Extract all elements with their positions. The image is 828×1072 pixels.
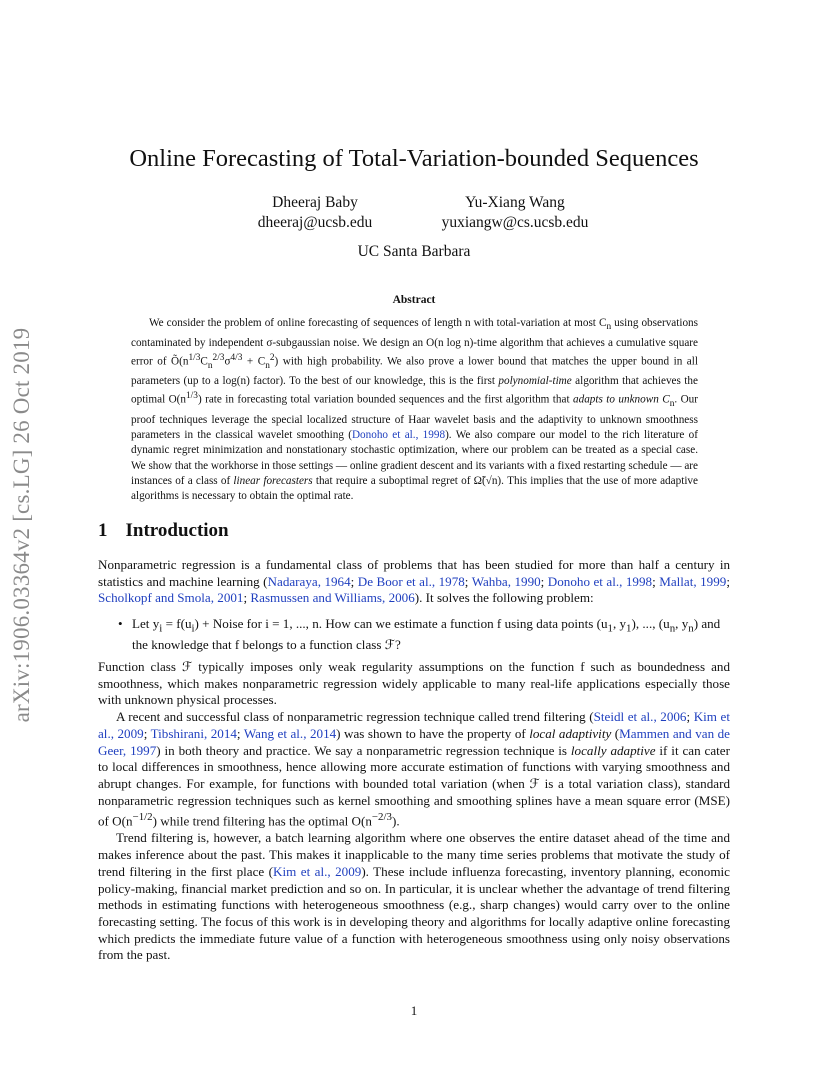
citation-link[interactable]: Donoho et al., 1998 — [547, 573, 653, 589]
citation-link[interactable]: Nadaraya, 1964 — [267, 573, 351, 589]
author-email: dheeraj@ucsb.edu — [257, 214, 373, 231]
citation-link[interactable]: Mammen and van de Geer, 1997 — [98, 725, 730, 758]
intro-paragraph-3: A recent and successful class of nonparametric regression technique called trend filtering (Steidl et al., 2006; Kim et al., 2009; Tibshirani, 2014; Wang et al., 2014) was shown to have the property of local adaptivity (Mammen and van de Geer, 1997) in both theory and practice. We say a nonparametric regression technique is locally adaptive if it can cater to local differences in smoothness, hence allowing more accurate estimation of functions with varying smoothness and abrupt changes. For example, for functions with bounded total variation (when ℱ is a total variation class), standard nonparametric regression techniques such as kernel smoothing and smoothing splines have a mean square error (MSE) of $O(n^{-1/2})$ while trend filtering has the optimal $O(n^{-2/3})$. — [98, 709, 730, 829]
citation-link[interactable]: Rasmussen and Williams, 2006 — [250, 590, 415, 606]
citation-link[interactable]: Donoho et al., 1998 — [351, 428, 446, 441]
abstract-paragraph: We consider the problem of online forecasting of sequences of length n with total-variation at most $C_n$ using observations contaminated by independent σ-subgaussian noise. We design an O(n log n)-time algorithm that achieves a cumulative square error of $Õ(n^{1/3}C_n^{2/3}\sigma^{4/3} + C_n^2)$ with high probability. We also prove a lower bound that matches the upper bound in all parameters (up to a log(n) factor). To the best of our knowledge, this is the first polynomial-time algorithm that achieves the optimal $O(n^{1/3})$ rate in forecasting total variation bounded sequences and the first algorithm that adapts to unknown $C_n$. Our proof techniques leverage the special localized structure of Haar wavelet basis and the adaptivity to unknown smoothness parameters in the classical wavelet smoothing (Donoho et al., 1998). We also compare our model to the rich literature of dynamic regret minimization and nonstationary stochastic optimization, where our problem can be treated as a special case. We show that the workhorse in those settings — online gradient descent and its variants with a fixed restarting schedule — are instances of a class of linear forecasters that require a suboptimal regret of Ω̃(√n). This implies that the use of more adaptive algorithms is necessary to obtain the optimal rate. — [131, 317, 699, 503]
citation-link[interactable]: Wahba, 1990 — [471, 573, 541, 589]
citation-link[interactable]: Kim et al., 2009 — [98, 709, 730, 741]
author-block — [215, 193, 415, 233]
affiliation: UC Santa Barbara — [357, 243, 471, 260]
citation-link[interactable]: Steidl et al., 2006 — [593, 709, 687, 725]
section-heading — [98, 520, 229, 542]
section-title: Introduction — [125, 520, 229, 541]
intro-paragraph-4: Trend filtering is, however, a batch learning algorithm where one observes the entire dataset ahead of the time and makes inference about the past. This makes it inapplicable to the many time series problems that motivate the study of trend filtering in the first place (Kim et al., 2009). These include influenza forecasting, inventory planning, economic policy-making, financial market prediction and so on. In particular, it is unclear whether the advantage of trend filtering methods in estimating functions with heterogeneous smoothness (e.g., sharp changes) would carry over to the online forecasting setting. The focus of this work is in developing theory and algorithms for locally adaptive online forecasting which predicts the immediate future value of a function with heterogeneous smoothness using only noisy observations from the past. — [98, 830, 730, 963]
paper-title: Online Forecasting of Total-Variation-bounded Sequences — [129, 145, 699, 172]
bullet-item — [118, 616, 730, 654]
author-block — [390, 193, 640, 233]
author-name: Dheeraj Baby — [272, 194, 358, 211]
bullet-icon: • — [118, 616, 123, 631]
citation-link[interactable]: Scholkopf and Smola, 2001 — [98, 590, 244, 606]
citation-link[interactable]: De Boor et al., 1978 — [357, 573, 465, 589]
citation-link[interactable]: Mallat, 1999 — [659, 573, 727, 589]
page-number: 1 — [410, 1003, 418, 1018]
arxiv-identifier-stamp: arXiv:1906.03364v2 [cs.LG] 26 Oct 2019 — [9, 327, 34, 723]
intro-paragraph-2: Function class ℱ typically imposes only weak regularity assumptions on the function f such as boundedness and smoothness, which makes nonparametric regression widely applicable to many real-life applications especially those with unknown physical processes. — [98, 659, 730, 708]
intro-paragraph-1: Nonparametric regression is a fundamental class of problems that has been studied for more than half a century in statistics and machine learning (Nadaraya, 1964; De Boor et al., 1978; Wahba, 1990; Donoho et al., 1998; Mallat, 1999; Scholkopf and Smola, 2001; Rasmussen and Williams, 2006). It solves the following problem: — [98, 557, 730, 606]
citation-link[interactable]: Kim et al., 2009 — [273, 863, 362, 879]
citation-link[interactable]: Wang et al., 2014 — [243, 725, 337, 741]
intro-body — [98, 659, 730, 964]
author-email: yuxiangw@cs.ucsb.edu — [441, 214, 589, 231]
section-number: 1 — [98, 520, 108, 541]
abstract-heading: Abstract — [392, 294, 436, 306]
abstract-body — [131, 316, 698, 504]
bullet-text: Let $y_i = f(u_i)$ + Noise for i = 1, ..., n. How can we estimate a function f using data points ($u_1$, $y_1$), ..., ($u_n$, $y_n$) and the knowledge that f belongs to a function class ℱ? — [132, 616, 721, 653]
citation-link[interactable]: Tibshirani, 2014 — [150, 725, 237, 741]
author-name: Yu-Xiang Wang — [465, 194, 565, 211]
